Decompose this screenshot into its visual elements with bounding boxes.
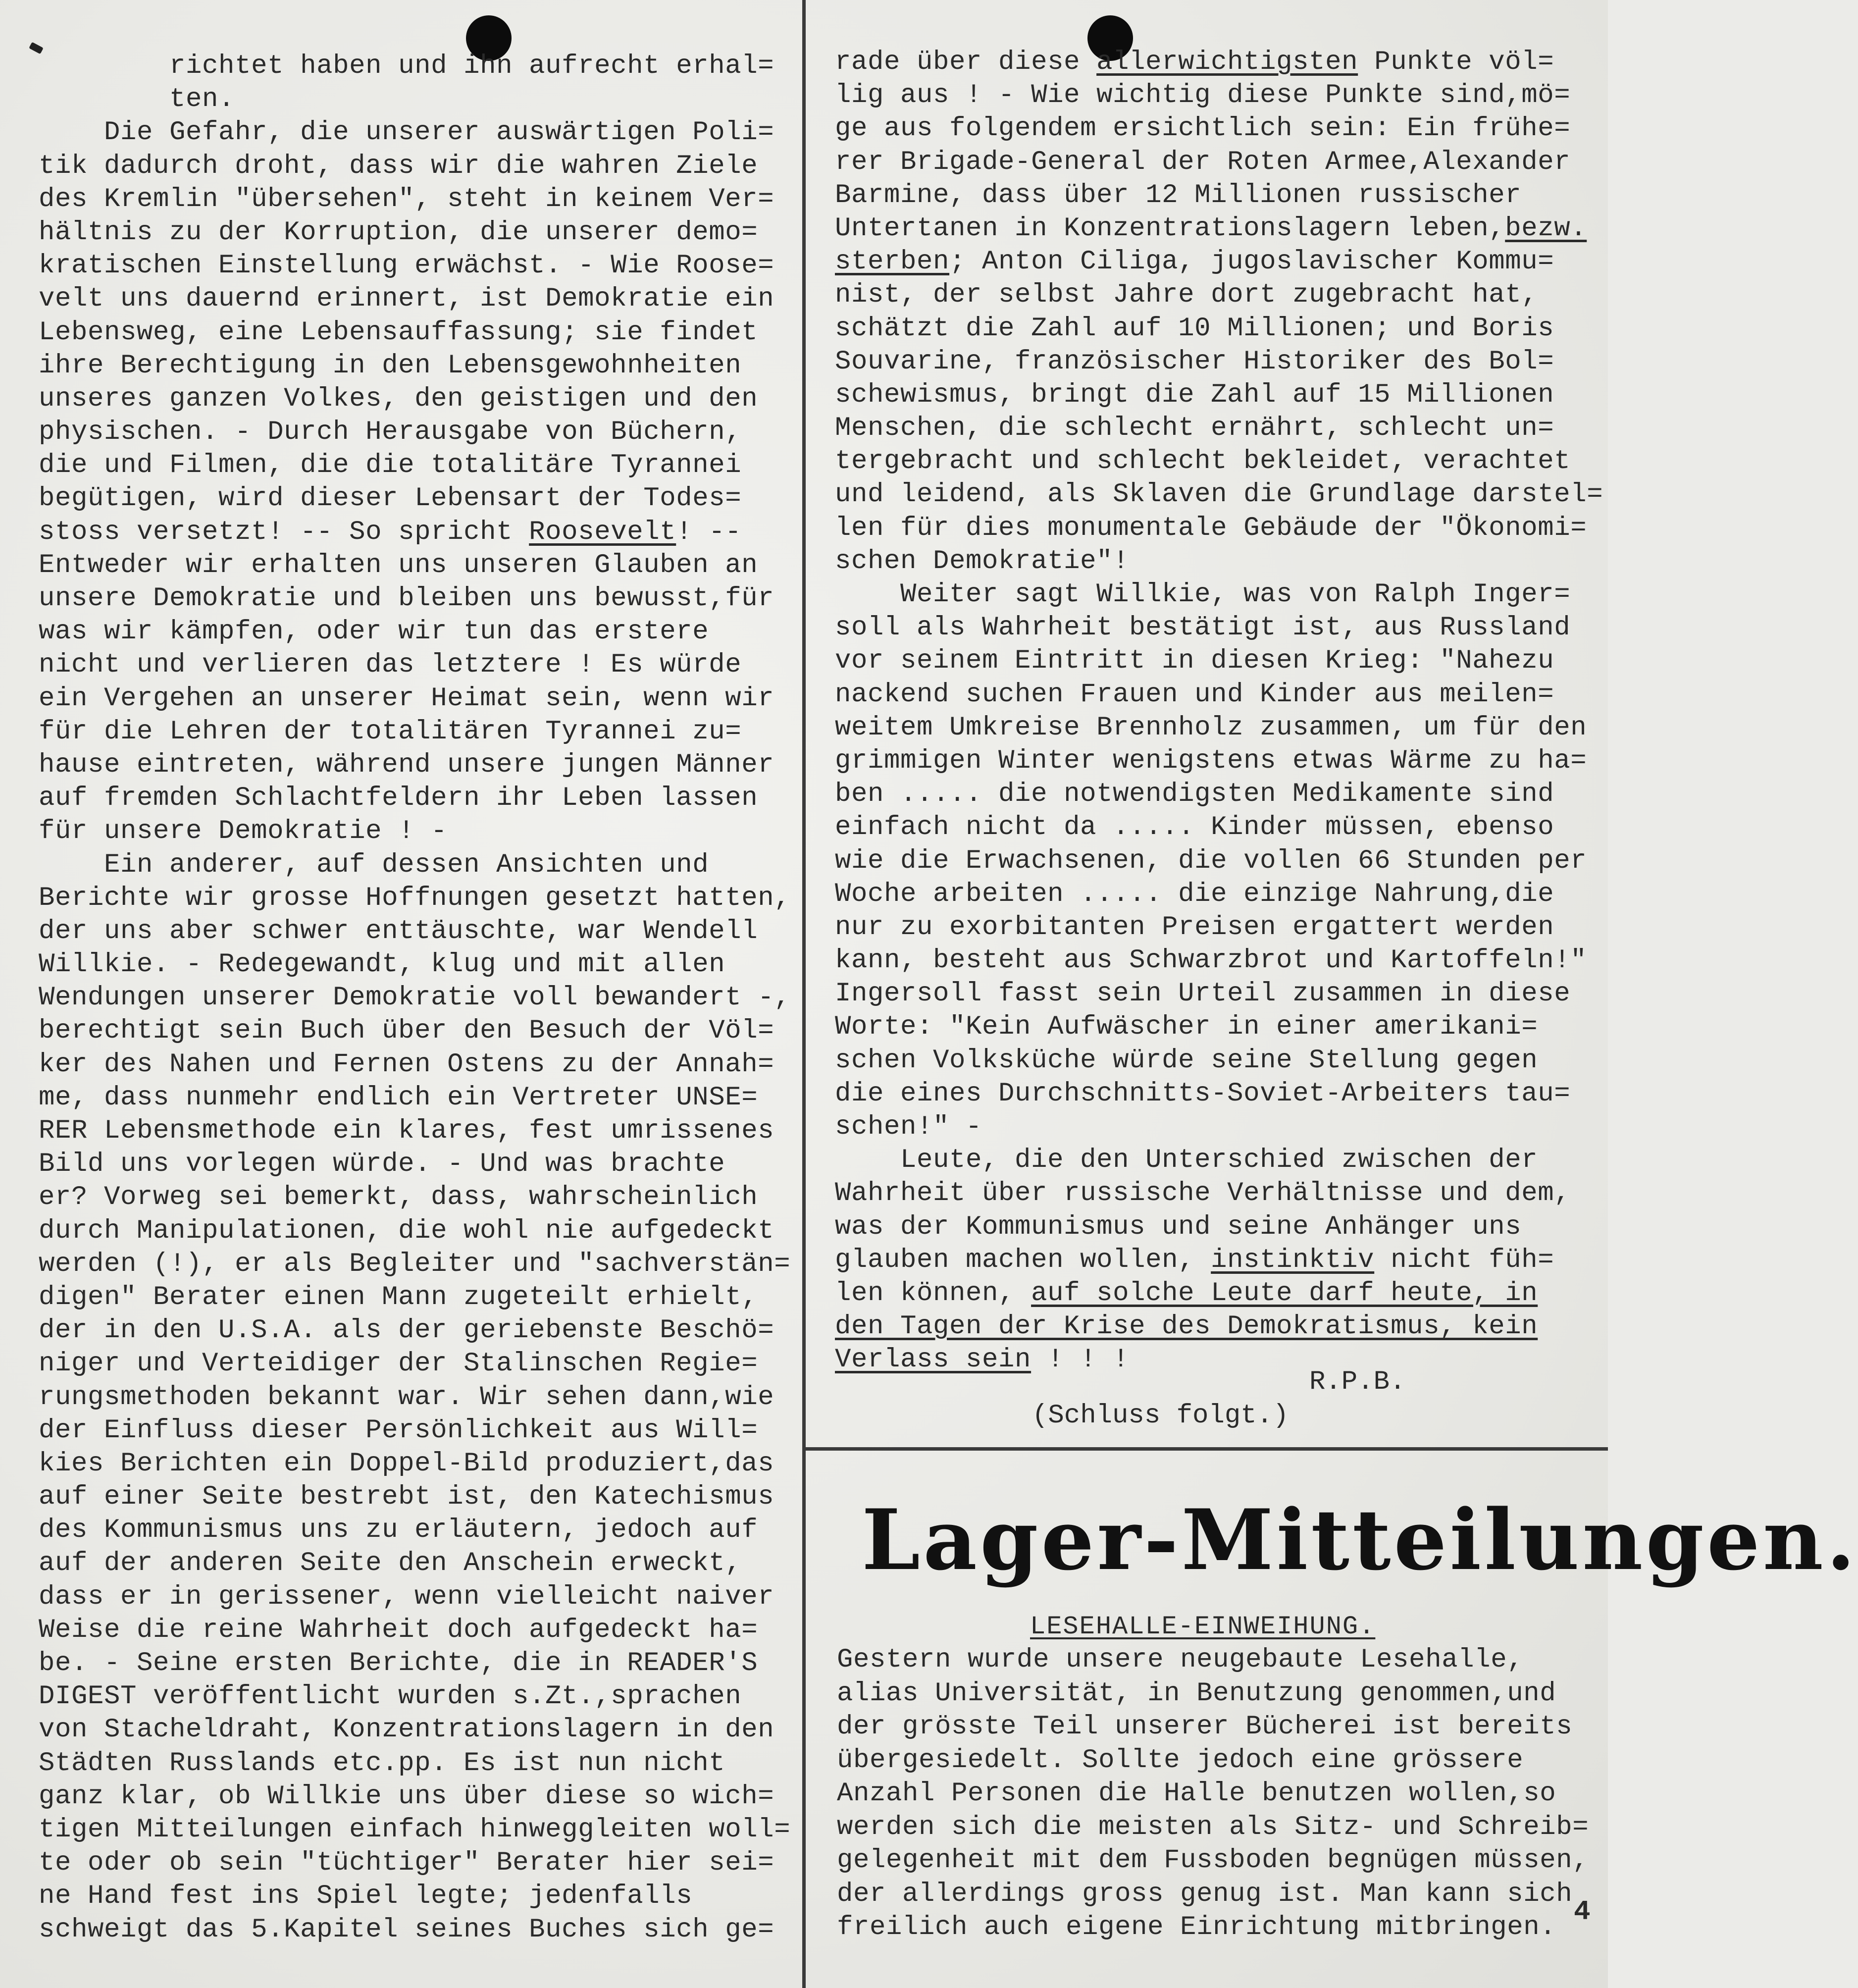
text-line <box>39 1747 791 1780</box>
right-column-text <box>835 46 1603 1377</box>
line-text: auf der anderen Seite den Anschein erweckt, <box>39 1548 742 1579</box>
text-line <box>835 79 1598 112</box>
line-text: was wir kämpfen, oder wir tun das erstere <box>39 617 709 647</box>
line-text: des Kremlin "übersehen", steht in keinem Ver= <box>39 184 774 214</box>
line-text: ge aus folgendem ersichtlich sein: Ein frühe= <box>835 113 1571 144</box>
text-line <box>39 1813 791 1846</box>
line-text: Städten Russlands etc.pp. Es ist nun nicht <box>39 1748 725 1779</box>
line-text: Weiter sagt Willkie, was von Ralph Inger= <box>835 579 1571 610</box>
text-line <box>835 644 1598 678</box>
text-line <box>835 212 1598 245</box>
line-text: Leute, die den Unterschied zwischen der <box>835 1145 1538 1176</box>
line-text: auf einer Seite bestrebt ist, den Katechismus <box>39 1482 774 1513</box>
line-text: Ein anderer, auf dessen Ansichten und <box>39 849 709 880</box>
line-text: der uns aber schwer enttäuschte, war Wendell <box>39 916 758 946</box>
text-line <box>39 748 791 782</box>
text-line <box>39 249 791 282</box>
lager-paragraph <box>837 1643 1589 1944</box>
line-text: tergebracht und schlecht bekleidet, verachtet <box>835 446 1571 477</box>
text-line <box>39 1780 791 1813</box>
section-title: Lager-Mitteilungen. <box>862 1491 1858 1589</box>
page-number: 4 <box>1574 1896 1591 1928</box>
text-line <box>39 150 791 183</box>
text-line: übergesiedelt. Sollte jedoch eine grössere <box>837 1745 1524 1776</box>
line-text: hältnis zu der Korruption, die unserer demo= <box>39 217 758 248</box>
line-text: schweigt das 5.Kapitel seines Buches sich ge= <box>39 1914 774 1945</box>
text-line <box>39 1314 791 1347</box>
text-line <box>39 216 791 249</box>
text-line <box>835 412 1598 445</box>
text-line <box>39 349 791 382</box>
text-line <box>39 1480 791 1514</box>
text-line <box>39 915 791 948</box>
line-text: Berichte wir grosse Hoffnungen gesetzt hatten, <box>39 883 791 913</box>
line-text: rungsmethoden bekannt war. Wir sehen dann,wie <box>39 1382 774 1413</box>
line-text: unseres ganzen Volkes, den geistigen und den <box>39 383 758 414</box>
line-text: be. - Seine ersten Berichte, die in READER'S <box>39 1648 758 1678</box>
line-text: die eines Durchschnitts-Soviet-Arbeiters tau= <box>835 1078 1571 1109</box>
underlined-text: bezw. <box>1505 213 1587 244</box>
text-line: gelegenheit mit dem Fussboden begnügen müssen, <box>837 1845 1589 1876</box>
left-column-text <box>39 50 791 1946</box>
text-line <box>835 179 1598 212</box>
line-text: Willkie. - Redegewandt, klug und mit allen <box>39 949 725 980</box>
line-text: Woche arbeiten ..... die einzige Nahrung,die <box>835 879 1554 909</box>
line-text: richtet haben und ihn aufrecht erhal= <box>39 51 774 81</box>
line-text: ein Vergehen an unserer Heimat sein, wenn wir <box>39 683 774 714</box>
text-line <box>39 782 791 815</box>
underlined-text: Verlass sein <box>835 1345 1032 1375</box>
line-text: Punkte völ= <box>1358 47 1554 77</box>
line-text: schen Volksküche würde seine Stellung gegen <box>835 1045 1538 1076</box>
line-text: nicht füh= <box>1374 1245 1554 1275</box>
line-text: digen" Berater einen Mann zugeteilt erhielt, <box>39 1282 758 1312</box>
text-line <box>835 46 1598 79</box>
text-line <box>39 482 791 515</box>
line-text: Wahrheit über russische Verhältnisse und dem, <box>835 1178 1571 1209</box>
text-line <box>39 1514 791 1547</box>
line-text: nackend suchen Frauen und Kinder aus meilen= <box>835 679 1554 710</box>
line-text: grimmigen Winter wenigstens etwas Wärme zu ha= <box>835 745 1587 776</box>
text-line <box>39 981 791 1014</box>
line-text: lig aus ! - Wie wichtig diese Punkte sind,mö= <box>835 80 1571 111</box>
line-text: dass er in gerissener, wenn vielleicht naiver <box>39 1581 774 1612</box>
line-text: ihre Berechtigung in den Lebensgewohnheiten <box>39 350 742 381</box>
line-text: nist, der selbst Jahre dort zugebracht hat, <box>835 280 1538 311</box>
line-text: Bild uns vorlegen würde. - Und was brachte <box>39 1149 725 1180</box>
text-line <box>835 1177 1598 1210</box>
text-line <box>835 1343 1598 1376</box>
text-line <box>39 516 791 549</box>
line-text: von Stacheldraht, Konzentrationslagern in den <box>39 1715 774 1745</box>
line-text: niger und Verteidiger der Stalinschen Regie= <box>39 1349 758 1379</box>
line-text: der Einfluss dieser Persönlichkeit aus Will= <box>39 1415 758 1446</box>
line-text: weitem Umkreise Brennholz zusammen, um für den <box>835 712 1587 743</box>
line-text: len für dies monumentale Gebäude der "Ökonomi= <box>835 513 1587 543</box>
text-line <box>39 1181 791 1214</box>
text-line <box>39 382 791 416</box>
line-text: Barmine, dass über 12 Millionen russischer <box>835 180 1522 210</box>
text-line <box>39 116 791 149</box>
line-text: berechtigt sein Buch über den Besuch der Völ= <box>39 1016 774 1046</box>
text-line <box>835 678 1598 711</box>
line-text: Ingersoll fasst sein Urteil zusammen in diese <box>835 979 1571 1009</box>
line-text: für unsere Demokratie ! - <box>39 816 448 847</box>
line-text: Worte: "Kein Aufwäscher in einer amerikani= <box>835 1012 1538 1043</box>
text-line <box>39 815 791 848</box>
text-line <box>39 1647 791 1680</box>
underlined-text: sterben <box>835 247 950 277</box>
line-text: DIGEST veröffentlicht wurden s.Zt.,sprachen <box>39 1681 742 1712</box>
line-text: Die Gefahr, die unserer auswärtigen Poli= <box>39 117 774 148</box>
text-line <box>835 1077 1598 1110</box>
line-text: rer Brigade-General der Roten Armee,Alexander <box>835 147 1571 177</box>
text-line <box>39 1347 791 1380</box>
line-text: des Kommunismus uns zu erläutern, jedoch auf <box>39 1515 758 1546</box>
line-text: schewismus, bringt die Zahl auf 15 Millionen <box>835 379 1554 410</box>
text-line <box>39 648 791 681</box>
text-line <box>39 316 791 349</box>
text-line <box>39 83 791 116</box>
text-line <box>39 1048 791 1081</box>
underlined-text: allerwichtigsten <box>1096 47 1358 77</box>
text-line: der grösste Teil unserer Bücherei ist bereits <box>837 1712 1573 1742</box>
text-line <box>39 715 791 748</box>
column-divider <box>802 0 806 1988</box>
text-line <box>39 1580 791 1614</box>
line-text: velt uns dauernd erinnert, ist Demokratie ein <box>39 284 774 314</box>
subheading <box>1030 1612 1375 1641</box>
text-line <box>835 478 1603 511</box>
line-text: Weise die reine Wahrheit doch aufgedeckt ha= <box>39 1615 758 1645</box>
text-line: werden sich die meisten als Sitz- und Schreib= <box>837 1812 1589 1842</box>
text-line <box>835 1310 1598 1343</box>
line-text: was der Kommunismus und seine Anhänger uns <box>835 1211 1522 1242</box>
text-line <box>835 1110 1598 1144</box>
text-line <box>39 1081 791 1114</box>
line-text: schen!" - <box>835 1112 982 1142</box>
line-text: tik dadurch droht, dass wir die wahren Ziele <box>39 151 758 181</box>
line-text: einfach nicht da ..... Kinder müssen, ebenso <box>835 812 1554 843</box>
line-text: stoss versetzt! -- So spricht <box>39 517 529 547</box>
line-text: Untertanen in Konzentrationslagern leben, <box>835 213 1505 244</box>
text-line <box>835 278 1598 312</box>
line-text: ten. <box>39 84 235 115</box>
text-line <box>39 1148 791 1181</box>
text-line <box>39 416 791 449</box>
text-line <box>835 445 1598 478</box>
line-text: ben ..... die notwendigsten Medikamente sind <box>835 779 1554 810</box>
line-text: die und Filmen, die die totalitäre Tyrannei <box>39 450 742 481</box>
line-text: ! -- <box>676 517 742 547</box>
line-text: werden (!), er als Begleiter und "sachverstän= <box>39 1249 791 1279</box>
text-line <box>835 611 1598 644</box>
text-line: Gestern wurde unsere neugebaute Lesehalle, <box>837 1645 1524 1675</box>
text-line <box>39 1281 791 1314</box>
underlined-text: Roosevelt <box>529 517 676 547</box>
continuation-note: (Schluss folgt.) <box>1032 1401 1289 1431</box>
line-text: RER Lebensmethode ein klares, fest umrissenes <box>39 1116 774 1146</box>
text-line <box>39 1846 791 1880</box>
text-line <box>39 1880 791 1913</box>
line-text: ne Hand fest ins Spiel legte; jedenfalls <box>39 1881 693 1912</box>
text-line <box>835 878 1598 911</box>
text-line <box>835 512 1598 545</box>
text-line <box>835 778 1598 811</box>
line-text: len können, <box>835 1278 1032 1308</box>
text-line <box>39 449 791 482</box>
line-text: begütigen, wird dieser Lebensart der Todes= <box>39 483 742 514</box>
line-text: kratischen Einstellung erwächst. - Wie Roose= <box>39 251 774 281</box>
text-line <box>835 911 1598 944</box>
line-text: schätzt die Zahl auf 10 Millionen; und Boris <box>835 313 1554 344</box>
line-text: durch Manipulationen, die wohl nie aufgedeckt <box>39 1215 774 1246</box>
line-text: Entweder wir erhalten uns unseren Glauben an <box>39 550 758 580</box>
text-line <box>39 1680 791 1713</box>
line-text: unsere Demokratie und bleiben uns bewusst,für <box>39 583 774 614</box>
line-text: kann, besteht aus Schwarzbrot und Kartoffeln!" <box>835 945 1587 976</box>
section-divider <box>804 1447 1608 1451</box>
text-line <box>835 711 1598 744</box>
line-text: tigen Mitteilungen einfach hinweggleiten woll= <box>39 1814 791 1845</box>
text-line <box>39 615 791 648</box>
line-text: er? Vorweg sei bemerkt, dass, wahrscheinlich <box>39 1182 758 1213</box>
text-line <box>39 549 791 582</box>
text-line <box>835 112 1598 145</box>
text-line <box>835 1144 1598 1177</box>
text-line <box>835 744 1598 778</box>
subheading-text: LESEHALLE-EINWEIHUNG. <box>1030 1612 1376 1641</box>
text-line <box>39 1014 791 1047</box>
text-line <box>835 345 1598 378</box>
text-line <box>39 1381 791 1414</box>
text-line <box>39 882 791 915</box>
text-line <box>835 844 1598 878</box>
underlined-text: den Tagen der Krise des Demokratismus, kein <box>835 1311 1538 1342</box>
line-text: glauben machen wollen, <box>835 1245 1211 1275</box>
line-text: ; Anton Ciliga, jugoslavischer Kommu= <box>949 247 1554 277</box>
text-line <box>39 1614 791 1647</box>
text-line <box>835 1277 1598 1310</box>
text-line: Anzahl Personen die Halle benutzen wollen,so <box>837 1779 1556 1809</box>
text-line <box>835 146 1598 179</box>
line-text: hause eintreten, während unsere jungen Männer <box>39 749 774 780</box>
text-line <box>39 50 791 83</box>
text-line <box>39 1547 791 1580</box>
underlined-text: instinktiv <box>1211 1245 1375 1275</box>
text-line <box>39 282 791 315</box>
line-text: und leidend, als Sklaven die Grundlage darstel= <box>835 479 1603 510</box>
line-text: ker des Nahen und Fernen Ostens zu der Annah= <box>39 1049 774 1080</box>
line-text: Souvarine, französischer Historiker des Bol= <box>835 346 1554 377</box>
underlined-text: auf solche Leute darf heute, in <box>1031 1278 1538 1308</box>
line-text: der in den U.S.A. als der geriebenste Beschö= <box>39 1315 774 1346</box>
line-text: Menschen, die schlecht ernährt, schlecht un= <box>835 413 1554 444</box>
text-line: alias Universität, in Benutzung genommen,und <box>837 1678 1556 1709</box>
text-line <box>39 682 791 715</box>
line-text: soll als Wahrheit bestätigt ist, aus Russland <box>835 613 1571 643</box>
text-line <box>39 1114 791 1148</box>
line-text: te oder ob sein "tüchtiger" Berater hier sei= <box>39 1848 774 1879</box>
line-text: ! ! ! <box>1031 1345 1130 1375</box>
text-line <box>39 1214 791 1248</box>
line-text: rade über diese <box>835 47 1097 77</box>
line-text: nicht und verlieren das letztere ! Es würde <box>39 650 742 680</box>
line-text: für die Lehren der totalitären Tyrannei zu= <box>39 716 742 747</box>
text-line <box>835 245 1598 278</box>
line-text: auf fremden Schlachtfeldern ihr Leben lassen <box>39 783 758 814</box>
text-line: der allerdings gross genug ist. Man kann sich <box>837 1879 1573 1909</box>
text-line <box>39 1713 791 1746</box>
text-line <box>39 1414 791 1447</box>
text-line <box>39 183 791 216</box>
signature: R.P.B. <box>1309 1367 1406 1397</box>
line-text: me, dass nunmehr endlich ein Vertreter UNSE= <box>39 1082 758 1113</box>
line-text: wie die Erwachsenen, die vollen 66 Stunden per <box>835 845 1587 876</box>
line-text: Lebensweg, eine Lebensauffassung; sie findet <box>39 317 758 348</box>
text-line <box>835 545 1598 578</box>
text-line <box>835 977 1598 1010</box>
line-text: Wendungen unserer Demokratie voll bewandert -, <box>39 983 791 1013</box>
text-line <box>835 1244 1598 1277</box>
text-line <box>835 811 1598 844</box>
text-line <box>835 378 1598 412</box>
line-text: vor seinem Eintritt in diesen Krieg: "Nahezu <box>835 646 1554 677</box>
text-line <box>835 1044 1598 1077</box>
line-text: ganz klar, ob Willkie uns über diese so wich= <box>39 1781 774 1812</box>
text-line <box>39 1447 791 1480</box>
text-line: freilich auch eigene Einrichtung mitbringen. <box>837 1912 1556 1942</box>
line-text: physischen. - Durch Herausgabe von Büchern, <box>39 417 742 448</box>
text-line <box>835 944 1598 977</box>
text-line <box>39 1248 791 1281</box>
text-line <box>835 1210 1598 1244</box>
text-line <box>835 578 1598 611</box>
text-line <box>835 1010 1598 1044</box>
text-line <box>39 848 791 882</box>
text-line <box>39 1913 791 1946</box>
line-text: nur zu exorbitanten Preisen ergattert werden <box>835 912 1554 942</box>
line-text: kies Berichten ein Doppel-Bild produziert,das <box>39 1448 774 1479</box>
line-text: schen Demokratie"! <box>835 546 1130 576</box>
text-line <box>835 312 1598 345</box>
text-line <box>39 948 791 981</box>
text-line <box>39 582 791 615</box>
